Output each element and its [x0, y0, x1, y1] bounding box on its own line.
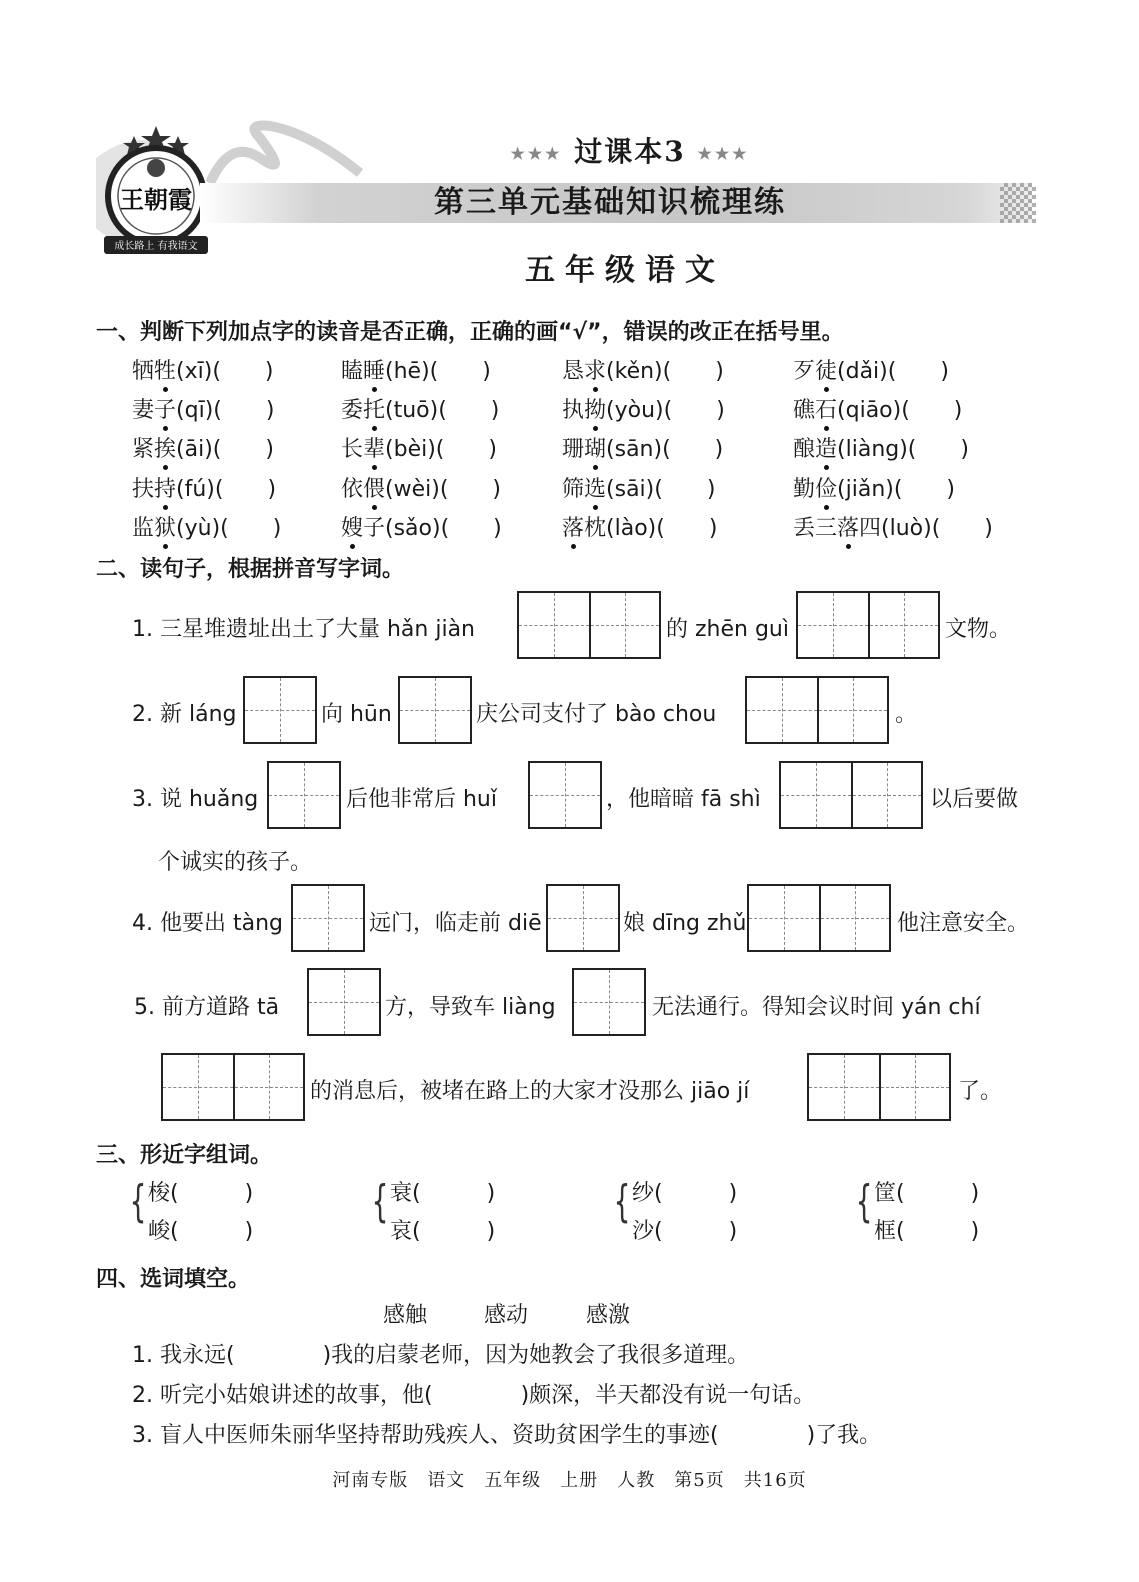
writing-grid[interactable]	[528, 761, 602, 829]
s5-part: 了。	[958, 1079, 1003, 1104]
similar-char-item[interactable]: 框( )	[874, 1219, 980, 1244]
pronunciation-item[interactable]: 依偎(wèi)( )	[341, 477, 502, 502]
pronunciation-item[interactable]: 嫂子(sǎo)( )	[341, 516, 502, 541]
similar-char-item[interactable]: 梭( )	[148, 1181, 254, 1206]
pronunciation-item[interactable]: 妻子(qī)( )	[132, 398, 275, 423]
pronunciation-item[interactable]: 委托(tuō)( )	[341, 398, 500, 423]
pronunciation-item[interactable]: 瞌睡(hē)( )	[341, 359, 491, 384]
s4-part: 他注意安全。	[897, 911, 1030, 936]
pronunciation-item[interactable]: 筛选(sāi)( )	[562, 477, 716, 502]
writing-grid[interactable]	[747, 884, 891, 952]
s2-part: 向 hūn	[321, 702, 392, 727]
star-icon: ★★★	[697, 144, 750, 163]
s3-part: 3. 说 huǎng	[132, 787, 259, 812]
dotted-char: 托	[363, 398, 386, 423]
s4-part: 娘 dīng zhǔ	[623, 911, 747, 936]
section2-heading: 二、读句子，根据拼音写字词。	[96, 557, 405, 582]
s3-part: ，他暗暗 fā shì	[606, 787, 761, 812]
writing-grid[interactable]	[398, 676, 472, 744]
banner-checker-pattern	[1000, 183, 1036, 223]
dotted-char: 瑚	[584, 437, 607, 462]
series-label	[460, 130, 800, 170]
grade-subject: 五年级语文	[525, 253, 725, 288]
dotted-char: 落	[562, 516, 585, 541]
word-option: 感激	[586, 1303, 631, 1328]
fill-sentence: 1. 我永远( )我的启蒙老师，因为她教会了我很多道理。	[132, 1343, 750, 1368]
pronunciation-item[interactable]: 执拗(yòu)( )	[562, 398, 725, 423]
similar-char-item[interactable]: 峻( )	[148, 1219, 254, 1244]
dotted-char: 造	[815, 437, 838, 462]
page-title: 第三单元基础知识梳理练	[434, 185, 786, 220]
dotted-char: 俭	[815, 477, 838, 502]
writing-grid[interactable]	[779, 761, 923, 829]
dotted-char: 持	[154, 477, 177, 502]
s3-part: 个诚实的孩子。	[158, 850, 313, 875]
s5-part: 无法通行。得知会议时间 yán chí	[652, 995, 981, 1020]
dotted-char: 嫂	[341, 516, 364, 541]
section3-heading: 三、形近字组词。	[96, 1143, 273, 1168]
series-text: 过课本3	[574, 135, 686, 168]
pronunciation-item[interactable]: 落枕(lào)( )	[562, 516, 718, 541]
dotted-char: 徒	[815, 359, 838, 384]
dotted-char: 石	[815, 398, 838, 423]
writing-grid[interactable]	[161, 1053, 305, 1121]
pronunciation-item[interactable]: 礁石(qiāo)( )	[793, 398, 963, 423]
brace-icon: {	[371, 1176, 389, 1227]
writing-grid[interactable]	[243, 676, 317, 744]
word-option: 感触	[383, 1303, 428, 1328]
s3-part: 以后要做	[930, 787, 1019, 812]
svg-text:成长路上 有我语文: 成长路上 有我语文	[114, 241, 198, 252]
similar-char-item[interactable]: 哀( )	[390, 1219, 496, 1244]
s2-part: 2. 新 láng	[132, 702, 237, 727]
section4-heading: 四、选词填空。	[96, 1267, 251, 1292]
ribbon-decoration	[200, 118, 370, 188]
s1-part: 1. 三星堆遗址出土了大量 hǎn jiàn	[132, 617, 475, 642]
s4-part: 4. 他要出 tàng	[132, 911, 283, 936]
writing-grid[interactable]	[572, 968, 646, 1036]
pronunciation-item[interactable]: 珊瑚(sān)( )	[562, 437, 724, 462]
writing-grid[interactable]	[291, 884, 365, 952]
dotted-char: 选	[584, 477, 607, 502]
section1-heading: 一、判断下列加点字的读音是否正确，正确的画“√”，错误的改正在括号里。	[96, 320, 844, 345]
similar-char-item[interactable]: 衰( )	[390, 1181, 496, 1206]
s5-part: 方，导致车 liàng	[385, 995, 556, 1020]
word-option: 感动	[484, 1303, 529, 1328]
pronunciation-item[interactable]: 歹徒(dǎi)( )	[793, 359, 949, 384]
dotted-char: 狱	[154, 516, 177, 541]
similar-char-item[interactable]: 纱( )	[632, 1181, 738, 1206]
pronunciation-item[interactable]: 监狱(yù)( )	[132, 516, 282, 541]
s2-part: 。	[895, 702, 918, 727]
pronunciation-item[interactable]: 恳求(kěn)( )	[562, 359, 724, 384]
pronunciation-item[interactable]: 酿造(liàng)( )	[793, 437, 969, 462]
similar-char-item[interactable]: 筐( )	[874, 1181, 980, 1206]
s2-part: 庆公司支付了 bào chou	[476, 702, 717, 727]
writing-grid[interactable]	[745, 676, 889, 744]
brace-icon: {	[855, 1176, 873, 1227]
dotted-char: 牲	[154, 359, 177, 384]
pronunciation-item[interactable]: 牺牲(xī)( )	[132, 359, 274, 384]
dotted-char: 辈	[363, 437, 386, 462]
s4-part: 远门，临走前 diē	[369, 911, 542, 936]
dotted-char: 挨	[154, 437, 177, 462]
pronunciation-item[interactable]: 紧挨(āi)( )	[132, 437, 274, 462]
pronunciation-item[interactable]: 丢三落四(luò)( )	[793, 516, 993, 541]
dotted-char: 落	[837, 516, 860, 541]
writing-grid[interactable]	[546, 884, 620, 952]
s5-part: 5. 前方道路 tā	[134, 995, 280, 1020]
writing-grid[interactable]	[807, 1053, 951, 1121]
similar-char-item[interactable]: 沙( )	[632, 1219, 738, 1244]
dotted-char: 求	[584, 359, 607, 384]
dotted-char: 偎	[363, 477, 386, 502]
s1-part: 文物。	[945, 617, 1012, 642]
dotted-char: 子	[154, 398, 177, 423]
publisher-logo	[96, 118, 216, 268]
brace-icon: {	[613, 1176, 631, 1227]
writing-grid[interactable]	[267, 761, 341, 829]
fill-sentence: 3. 盲人中医师朱丽华坚持帮助残疾人、资助贫困学生的事迹( )了我。	[132, 1423, 882, 1448]
s5-part: 的消息后，被堵在路上的大家才没那么 jiāo jí	[310, 1079, 750, 1104]
fill-sentence: 2. 听完小姑娘讲述的故事，他( )颇深，半天都没有说一句话。	[132, 1383, 816, 1408]
star-icon: ★★★	[510, 144, 563, 163]
pronunciation-item[interactable]: 扶持(fú)( )	[132, 477, 277, 502]
svg-text:王朝霞: 王朝霞	[120, 185, 192, 214]
pronunciation-item[interactable]: 长辈(bèi)( )	[341, 437, 497, 462]
dotted-char: 睡	[363, 359, 386, 384]
dotted-char: 拗	[584, 398, 607, 423]
pronunciation-item[interactable]: 勤俭(jiǎn)( )	[793, 477, 956, 502]
page-footer: 河南专版 语文 五年级 上册 人教 第5页 共16页	[332, 1470, 807, 1491]
writing-grid[interactable]	[796, 591, 940, 659]
writing-grid[interactable]	[307, 968, 381, 1036]
s3-part: 后他非常后 huǐ	[346, 787, 497, 812]
writing-grid[interactable]	[517, 591, 661, 659]
s1-part: 的 zhēn guì	[666, 617, 789, 642]
brace-icon: {	[129, 1176, 147, 1227]
